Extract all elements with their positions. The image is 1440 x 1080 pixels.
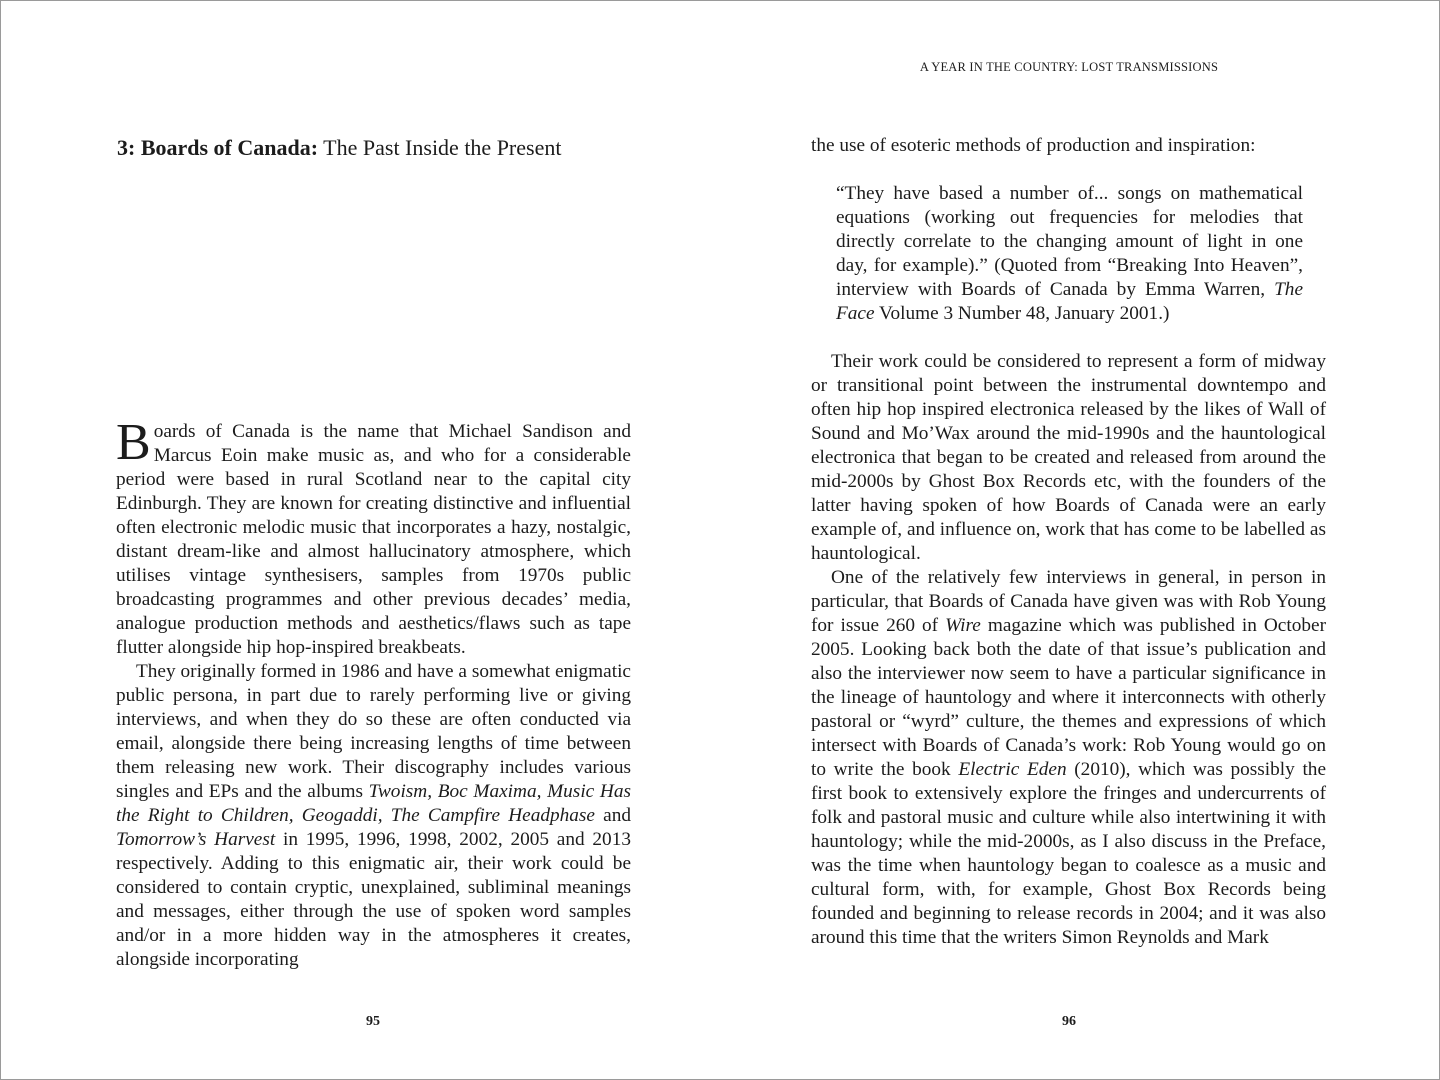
wire-italic: Wire [945,615,981,636]
album-title-italic: Tomorrow’s Harvest [116,829,276,850]
drop-cap: B [116,414,151,471]
quote-text-a: “They have based a number of... songs on mathematical equations (working out frequencies for melodies that directly correlate to the changing amount of light in one day, for example).” (Quoted from “Breaking Into Heaven”, interview with Boards of Canada by Emma Warren, [836,183,1303,300]
right-paragraph-2-text-b: magazine which was published in October 2005. Looking back both the date of that issue’s publication and also the interviewer now seem to have a particular significance in the lineage of hauntology and where it interconnects with otherly pastoral or “wyrd” culture, the themes and expressions of which intersect with Boards of Canada’s work: Rob Young would go on to write the book [811,615,1326,780]
right-paragraph-2-text-a: One of the relatively few interviews in general, in person in particular, that Boards of Canada have given was with Rob Young for issue 260 of [811,567,1326,636]
quote-text-b: Volume 3 Number 48, January 2001.) [874,303,1170,324]
running-head: A YEAR IN THE COUNTRY: LOST TRANSMISSIONS [919,60,1219,74]
right-paragraph-1: Their work could be considered to represent a form of midway or transitional point between the instrumental downtempo and often hip hop inspired electronica released by the likes of Wall of Sound and Mo’Wax around the mid-1990s and the hauntological electronica that began to be created and released from around the mid-2000s by Ghost Box Records etc, with the founders of the latter having spoken of how Boards of Canada were an early example of, and influence on, work that has come to be labelled as hauntological. [811,351,1326,564]
block-quote [836,182,1303,326]
left-paragraph-2-text-a: They originally formed in 1986 and have a somewhat enigmatic public persona, in part due to rarely performing live or giving interviews, and when they do so these are often conducted via email, alongside there being increasing lengths of time between them releasing new work. Their discography includes various singles and EPs and the albums [116,661,631,802]
right-paragraph-2 [811,566,1326,950]
page-number-left: 95 [366,1014,380,1029]
chapter-title-subtitle: The Past Inside the Present [318,135,562,160]
electric-eden-italic: Electric Eden [958,759,1067,780]
quote-magazine-italic: The Face [836,279,1303,324]
right-page-body [811,350,1326,950]
left-paragraph-1 [116,414,631,660]
right-page-continuation [811,134,1326,158]
left-paragraph-2-text-b: and [594,805,631,826]
quote-text [836,182,1303,326]
continuation-line: the use of esoteric methods of production and inspiration: [811,135,1256,156]
left-page-body [116,414,631,972]
left-paragraph-1-text: oards of Canada is the name that Michael Sandison and Marcus Eoin make music as, and who for a considerable period were based in rural Scotland near to the capital city Edinburgh. They are known for creating distinctive and influential often electronic melodic music that incorporates a hazy, nostalgic, distant dream-like and almost hallucinatory atmosphere, which utilises vintage synthesisers, samples from 1970s public broadcasting programmes and other previous decades’ media, analogue production methods and aesthetics/flaws such as tape flutter alongside hip hop-inspired breakbeats. [116,421,631,658]
album-list-italic: Twoism, Boc Maxima, Music Has the Right to Children, Geogaddi, The Campfire Headphase [116,781,631,826]
chapter-title [117,135,637,161]
page-number-right: 96 [1062,1014,1076,1029]
left-paragraph-2-text-c: in 1995, 1996, 1998, 2002, 2005 and 2013 respectively. Adding to this enigmatic air, their work could be considered to contain cryptic, unexplained, subliminal meanings and messages, either through the use of spoken word samples and/or in a more hidden way in the atmospheres it creates, alongside incorporating [116,829,631,970]
right-paragraph-2-text-c: (2010), which was possibly the first book to extensively explore the fringes and undercurrents of folk and pastoral music and culture while also intertwining it with hauntology; while the mid-2000s, as I also discuss in the Preface, was the time when hauntology began to coalesce as a music and cultural form, with, for example, Ghost Box Records being founded and beginning to release records in 2004; and it was also around this time that the writers Simon Reynolds and Mark [811,759,1326,948]
left-paragraph-2 [116,660,631,972]
chapter-title-bold: 3: Boards of Canada: [117,135,319,160]
